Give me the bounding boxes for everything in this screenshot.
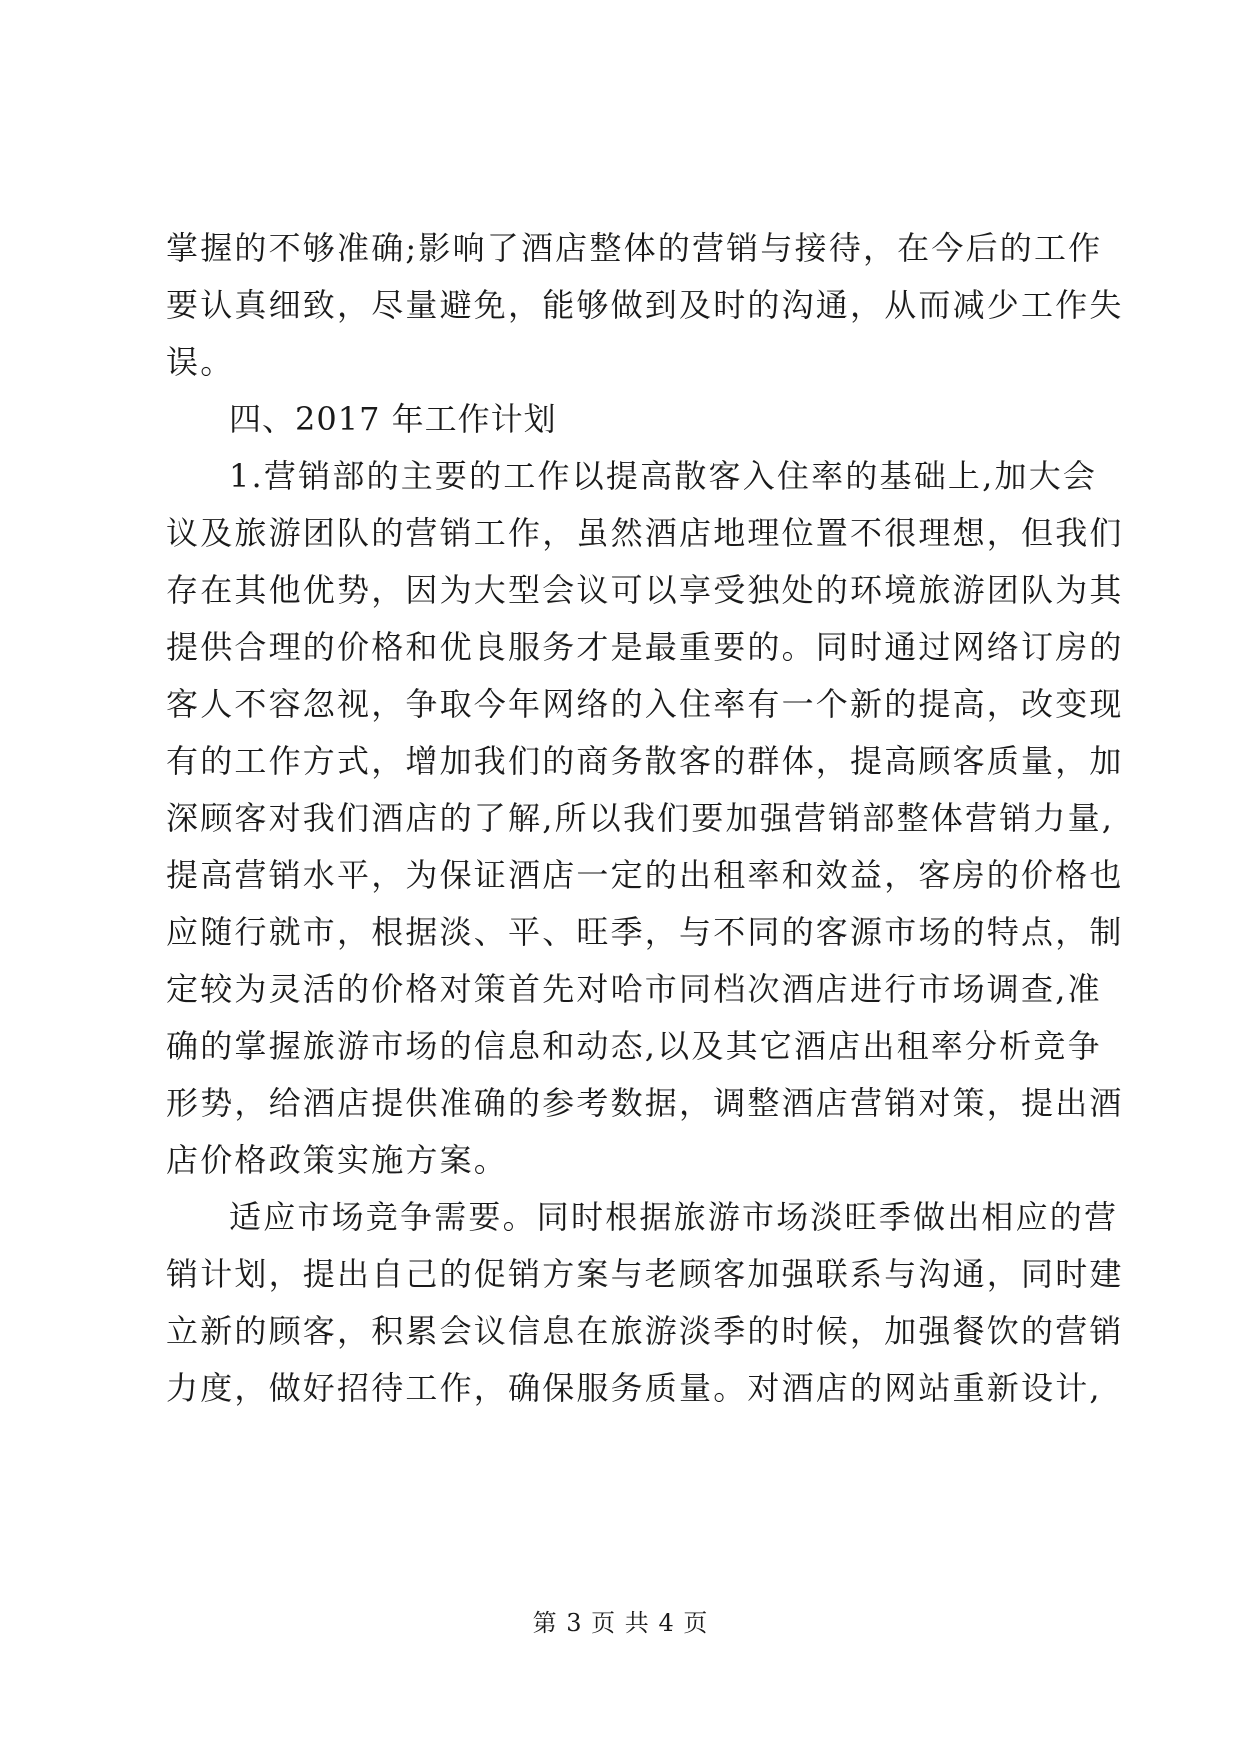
text-line: 议及旅游团队的营销工作，虽然酒店地理位置不很理想，但我们 (166, 514, 1124, 552)
text-line: 立新的顾客，积累会议信息在旅游淡季的时候，加强餐饮的营销 (166, 1312, 1124, 1350)
text-line: 力度，做好招待工作，确保服务质量。对酒店的网站重新设计, (166, 1369, 1102, 1407)
text-line: 销计划，提出自己的促销方案与老顾客加强联系与沟通，同时建 (166, 1255, 1124, 1293)
text-line: 误。 (166, 343, 235, 381)
text-line: 形势，给酒店提供准确的参考数据，调整酒店营销对策，提出酒 (166, 1084, 1124, 1122)
text-line: 深顾客对我们酒店的了解,所以我们要加强营销部整体营销力量, (166, 799, 1115, 837)
text-line: 有的工作方式，增加我们的商务散客的群体，提高顾客质量，加 (166, 742, 1124, 780)
text-line: 提供合理的价格和优良服务才是最重要的。同时通过网络订房的 (166, 628, 1124, 666)
page-footer: 第 3 页 共 4 页 (532, 1609, 709, 1637)
text-line: 定较为灵活的价格对策首先对哈市同档次酒店进行市场调查,准 (166, 970, 1102, 1008)
text-line: 提高营销水平，为保证酒店一定的出租率和效益，客房的价格也 (166, 856, 1124, 894)
text-line: 掌握的不够准确;影响了酒店整体的营销与接待，在今后的工作 (166, 229, 1103, 267)
text-line: 应随行就市，根据淡、平、旺季，与不同的客源市场的特点，制 (166, 913, 1124, 951)
text-line: 适应市场竞争需要。同时根据旅游市场淡旺季做出相应的营 (229, 1198, 1119, 1236)
text-line: 客人不容忽视，争取今年网络的入住率有一个新的提高，改变现 (166, 685, 1124, 723)
text-line: 确的掌握旅游市场的信息和动态,以及其它酒店出租率分析竞争 (166, 1027, 1102, 1065)
text-line: 1.营销部的主要的工作以提高散客入住率的基础上,加大会 (229, 457, 1098, 495)
text-line: 要认真细致，尽量避免，能够做到及时的沟通，从而减少工作失 (166, 286, 1124, 324)
body-text (166, 220, 1124, 1417)
text-line: 店价格政策实施方案。 (166, 1141, 509, 1179)
text-line: 存在其他优势，因为大型会议可以享受独处的环境旅游团队为其 (166, 571, 1124, 609)
section-heading: 四、2017 年工作计划 (229, 400, 557, 438)
